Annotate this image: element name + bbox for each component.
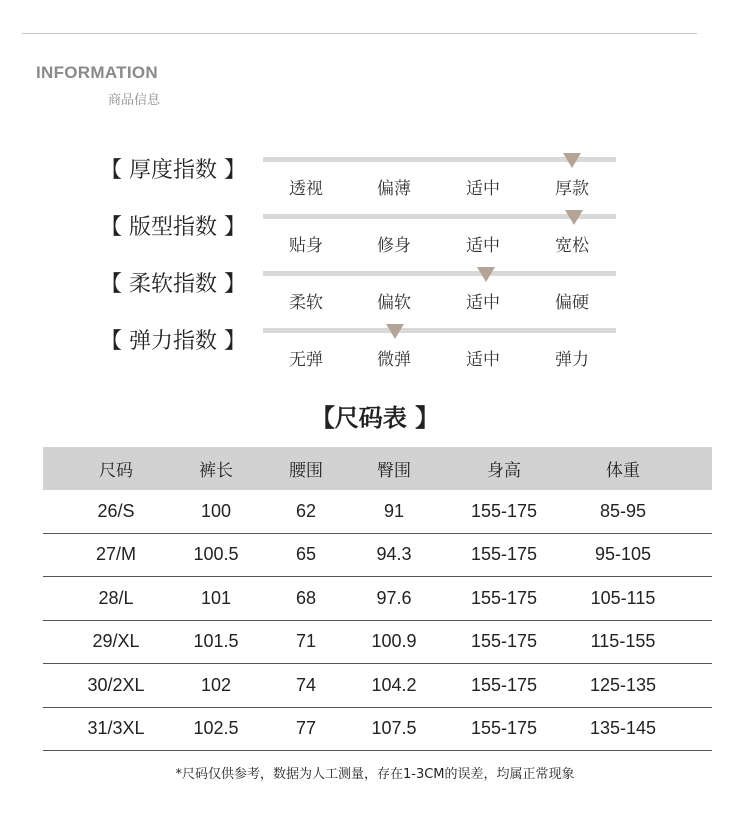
footnote: *尺码仅供参考，数据为人工测量，存在1-3CM的误差，均属正常现象 (175, 767, 575, 782)
table-cell: 71 (295, 631, 317, 652)
table-cell: 100 (200, 500, 232, 521)
table-cell: 100.9 (371, 631, 417, 652)
table-cell: 125-135 (589, 674, 657, 695)
table-cell: 74 (295, 674, 317, 695)
index-option: 无弹 (289, 350, 323, 370)
triangle-marker-icon (477, 267, 495, 282)
table-cell: 27/M (95, 544, 137, 565)
triangle-marker-icon (565, 210, 583, 225)
index-row (0, 157, 750, 207)
top-divider (22, 33, 697, 34)
triangle-marker-icon (563, 153, 581, 168)
index-option: 宽松 (555, 236, 589, 256)
index-option: 适中 (466, 350, 500, 370)
index-row (0, 328, 750, 378)
table-cell: 101.5 (193, 631, 239, 652)
index-scale-bar (263, 214, 616, 219)
index-label: 【 厚度指数 】 (100, 158, 246, 183)
index-option: 柔软 (289, 293, 323, 313)
table-cell: 107.5 (371, 718, 417, 739)
table-cell: 155-175 (470, 631, 538, 652)
table-cell: 115-155 (590, 631, 656, 652)
column-header: 体重 (606, 461, 640, 481)
column-header: 臀围 (377, 461, 411, 481)
index-label: 【 版型指数 】 (100, 215, 246, 240)
table-row (43, 708, 712, 752)
info-subtitle: 商品信息 (108, 93, 161, 108)
table-row (43, 621, 712, 665)
table-cell: 102.5 (193, 718, 239, 739)
index-option: 透视 (289, 179, 323, 199)
table-cell: 101 (200, 587, 232, 608)
table-cell: 104.2 (371, 674, 417, 695)
index-option: 贴身 (289, 236, 323, 256)
index-scale-bar (263, 328, 616, 333)
index-option: 适中 (466, 179, 500, 199)
table-cell: 65 (295, 544, 317, 565)
size-table-header (43, 447, 712, 490)
table-cell: 95-105 (594, 544, 652, 565)
table-cell: 62 (295, 500, 317, 521)
index-option: 厚款 (555, 179, 589, 199)
size-chart-title: 【尺码表 】 (310, 404, 440, 432)
table-cell: 29/XL (92, 631, 140, 652)
table-cell: 155-175 (470, 500, 538, 521)
table-cell: 68 (295, 587, 317, 608)
table-cell: 85-95 (599, 500, 647, 521)
table-cell: 100.5 (193, 544, 239, 565)
table-cell: 26/S (97, 500, 135, 521)
table-cell: 97.6 (376, 587, 412, 608)
index-row (0, 214, 750, 264)
table-cell: 77 (295, 718, 317, 739)
table-cell: 28/L (98, 587, 134, 608)
table-cell: 94.3 (376, 544, 412, 565)
index-option: 偏薄 (377, 179, 411, 199)
table-cell: 102 (200, 674, 232, 695)
table-cell: 30/2XL (87, 674, 145, 695)
table-cell: 155-175 (470, 674, 538, 695)
column-header: 腰围 (289, 461, 323, 481)
info-title: INFORMATION (36, 63, 158, 82)
index-label: 【 弹力指数 】 (100, 329, 246, 354)
table-cell: 31/3XL (87, 718, 145, 739)
table-row (43, 577, 712, 621)
index-label: 【 柔软指数 】 (100, 272, 246, 297)
index-option: 偏硬 (555, 293, 589, 313)
table-row (43, 490, 712, 534)
index-option: 修身 (377, 236, 411, 256)
index-option: 适中 (466, 236, 500, 256)
column-header: 身高 (487, 461, 521, 481)
table-cell: 155-175 (470, 718, 538, 739)
table-cell: 155-175 (470, 544, 538, 565)
index-scale-bar (263, 271, 616, 276)
size-table-body (43, 490, 712, 751)
table-cell: 91 (383, 500, 405, 521)
table-cell: 105-115 (590, 587, 656, 608)
index-option: 偏软 (377, 293, 411, 313)
index-row (0, 271, 750, 321)
triangle-marker-icon (386, 324, 404, 339)
index-option: 适中 (466, 293, 500, 313)
table-cell: 135-145 (589, 718, 657, 739)
table-cell: 155-175 (470, 587, 538, 608)
table-row (43, 534, 712, 578)
table-row (43, 664, 712, 708)
column-header: 裤长 (199, 461, 233, 481)
column-header: 尺码 (99, 461, 133, 481)
size-table (43, 447, 712, 751)
index-option: 弹力 (555, 350, 589, 370)
index-option: 微弹 (377, 350, 411, 370)
